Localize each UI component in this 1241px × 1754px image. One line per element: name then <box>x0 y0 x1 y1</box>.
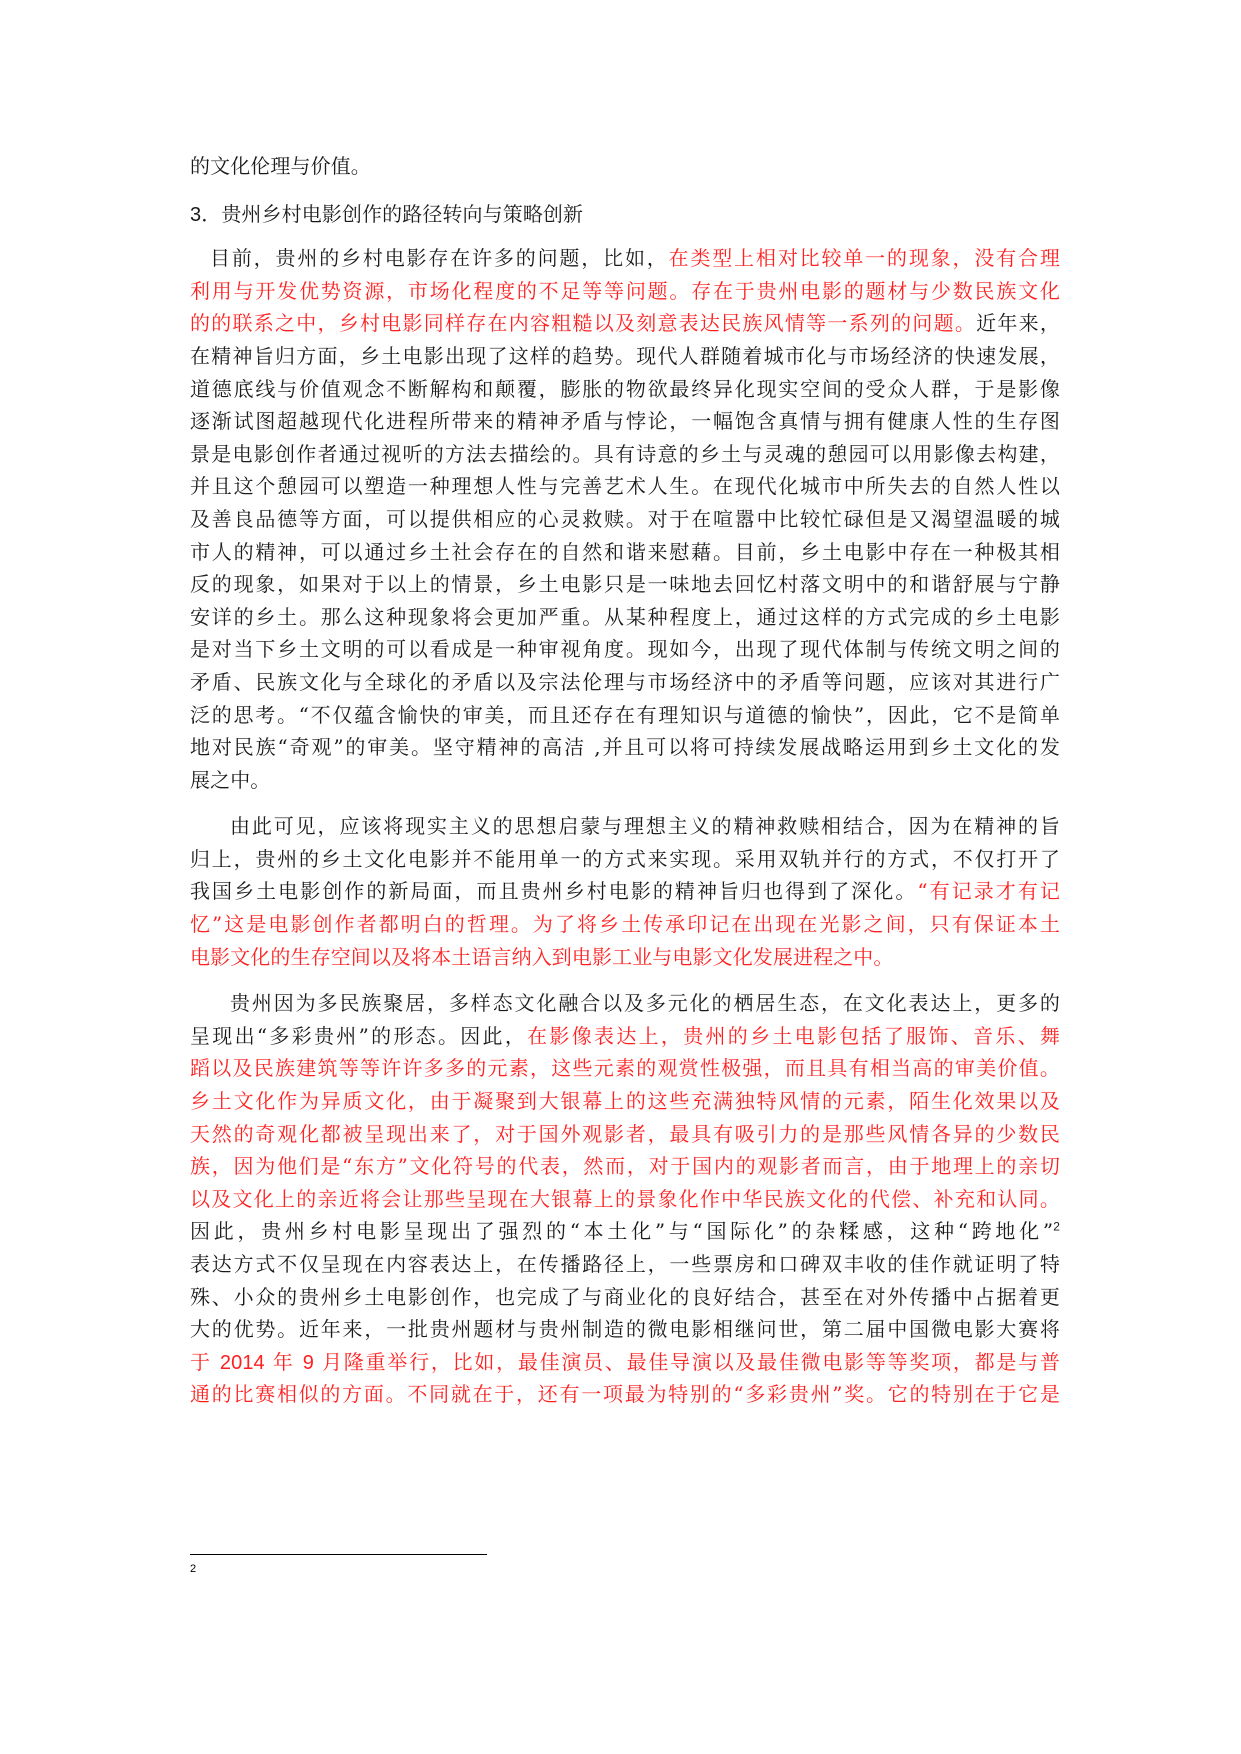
footnote-reference: 2 <box>1053 1219 1060 1234</box>
p1-text: 目前，贵州的乡村电影存在许多的问题，比如， <box>210 246 669 271</box>
paragraph-1 <box>190 242 1060 796</box>
p3-text: 因此，贵州乡村电影呈现出了强烈的“本土化”与“国际化”的杂糅感，这种“跨地化” <box>190 1219 1054 1244</box>
p3-month: 9 <box>302 1351 314 1374</box>
p1-text: 近年来， <box>976 311 1060 336</box>
p1-line: 逐渐试图超越现代化进程所带来的精神矛盾与悖论，一幅饱含真情与拥有健康人性的生存图 <box>190 409 1060 434</box>
p1-line: 并且这个憩园可以塑造一种理想人性与完善艺术人生。在现代化城市中所失去的自然人性以 <box>190 474 1060 499</box>
p1-line: 是对当下乡土文明的可以看成是一种审视角度。现如今，出现了现代体制与传统文明之间的 <box>190 637 1060 662</box>
p3-highlight-line: 乡土文化作为异质文化，由于凝聚到大银幕上的这些充满独特风情的元素，陌生化效果以及 <box>190 1089 1060 1114</box>
document-body <box>190 150 1060 1411</box>
p2-highlight: “有记录才有记 <box>917 879 1060 904</box>
p3-highlight-line: 族，因为他们是“东方”文化符号的代表，然而，对于国内的观影者而言，由于地理上的亲切 <box>190 1154 1060 1179</box>
p1-line: 在精神旨归方面，乡土电影出现了这样的趋势。现代人群随着城市化与市场经济的快速发展， <box>190 343 1060 368</box>
p3-line: 表达方式不仅呈现在内容表达上，在传播路径上，一些票房和口碑双丰收的佳作就证明了特 <box>190 1252 1060 1276</box>
p1-line: 矛盾、民族文化与全球化的矛盾以及宗法伦理与市场经济中的矛盾等问题，应该对其进行广 <box>190 669 1060 694</box>
p1-highlight: 在类型上相对比较单一的现象，没有合理 <box>668 246 1060 271</box>
p3-line: 殊、小众的贵州乡土电影创作，也完成了与商业化的良好结合，甚至在对外传播中占据着更 <box>190 1284 1060 1309</box>
p2-highlight-line: 电影文化的生存空间以及将本土语言纳入到电影工业与电影文化发展进程之中。 <box>190 944 894 969</box>
p1-line: 道德底线与价值观念不断解构和颠覆，膨胀的物欲最终异化现实空间的受众人群，于是影像 <box>190 376 1060 401</box>
section-number: 3 <box>190 203 202 226</box>
p3-highlight: 于 <box>190 1349 220 1374</box>
p3-highlight-line: 通的比赛相似的方面。不同就在于，还有一项最为特别的“多彩贵州”奖。它的特别在于它是 <box>190 1382 1060 1407</box>
paragraph-3 <box>190 987 1060 1411</box>
p3-text: 呈现出“多彩贵州”的形态。因此， <box>190 1023 528 1048</box>
p1-highlight: 的的联系之中，乡村电影同样存在内容粗糙以及刻意表达民族风情等一系列的问题。 <box>190 311 977 336</box>
p3-highlight-line: 以及文化上的亲近将会让那些呈现在大银幕上的景象化作中华民族文化的代偿、补充和认同。 <box>190 1186 1060 1211</box>
intro-line: 的文化伦理与价值。 <box>190 154 371 178</box>
p3-highlight: 月隆重举行，比如，最佳演员、最佳导演以及最佳微电影等等奖项，都是与普 <box>314 1349 1061 1374</box>
p3-highlight: 在影像表达上，贵州的乡土电影包括了服饰、音乐、舞 <box>527 1023 1060 1048</box>
p2-text: 我国乡土电影创作的新局面，而且贵州乡村电影的精神旨归也得到了深化。 <box>190 879 918 904</box>
p2-highlight-line: 忆”这是电影创作者都明白的哲理。为了将乡土传承印记在出现在光影之间，只有保证本土 <box>190 912 1060 937</box>
section-title: ．贵州乡村电影创作的路径转向与策略创新 <box>201 201 584 226</box>
p1-line: 安详的乡土。那么这种现象将会更加严重。从某种程度上，通过这样的方式完成的乡土电影 <box>190 604 1060 629</box>
p1-line: 地对民族“奇观”的审美。坚守精神的高洁 ,并且可以将可持续发展战略运用到乡土文化的发 <box>190 735 1060 760</box>
p2-line: 归上，贵州的乡土文化电影并不能用单一的方式来实现。采用双轨并行的方式，不仅打开了 <box>190 846 1060 871</box>
p1-line: 市人的精神，可以通过乡土社会存在的自然和谐来慰藉。目前，乡土电影中存在一种极其相 <box>190 539 1060 564</box>
p1-highlight-line: 利用与开发优势资源，市场化程度的不足等等问题。存在于贵州电影的题材与少数民族文化 <box>190 278 1060 303</box>
p3-highlight-line: 天然的奇观化都被呈现出来了，对于国外观影者，最具有吸引力的是那些风情各异的少数民 <box>190 1121 1060 1146</box>
footnote-separator <box>190 1554 487 1555</box>
p1-line: 泛的思考。“不仅蕴含愉快的审美，而且还存在有理知识与道德的愉快”，因此，它不是简单 <box>190 702 1060 727</box>
section-heading <box>190 198 1060 231</box>
p3-highlight-line: 蹈以及民族建筑等等许许多多的元素，这些元素的观赏性极强，而且具有相当高的审美价值。 <box>190 1056 1060 1081</box>
p1-line: 展之中。 <box>190 767 271 792</box>
footnote-marker: 2 <box>190 1563 197 1575</box>
paragraph-2 <box>190 810 1060 973</box>
p3-year: 2014 <box>219 1351 265 1374</box>
p3-line: 大的优势。近年来，一批贵州题材与贵州制造的微电影相继问世，第二届中国微电影大赛将 <box>190 1317 1060 1342</box>
p2-line: 由此可见，应该将现实主义的思想启蒙与理想主义的精神救赎相结合，因为在精神的旨 <box>230 814 1060 839</box>
p3-line: 贵州因为多民族聚居，多样态文化融合以及多元化的栖居生态，在文化表达上，更多的 <box>230 991 1060 1016</box>
p1-line: 反的现象，如果对于以上的情景，乡土电影只是一味地去回忆村落文明中的和谐舒展与宁静 <box>190 572 1060 597</box>
p1-line: 景是电影创作者通过视听的方法去描绘的。具有诗意的乡土与灵魂的憩园可以用影像去构建， <box>190 441 1060 466</box>
p1-line: 及善良品德等方面，可以提供相应的心灵救赎。对于在喧嚣中比较忙碌但是又渴望温暖的城 <box>190 506 1060 531</box>
p3-highlight: 年 <box>264 1349 303 1374</box>
